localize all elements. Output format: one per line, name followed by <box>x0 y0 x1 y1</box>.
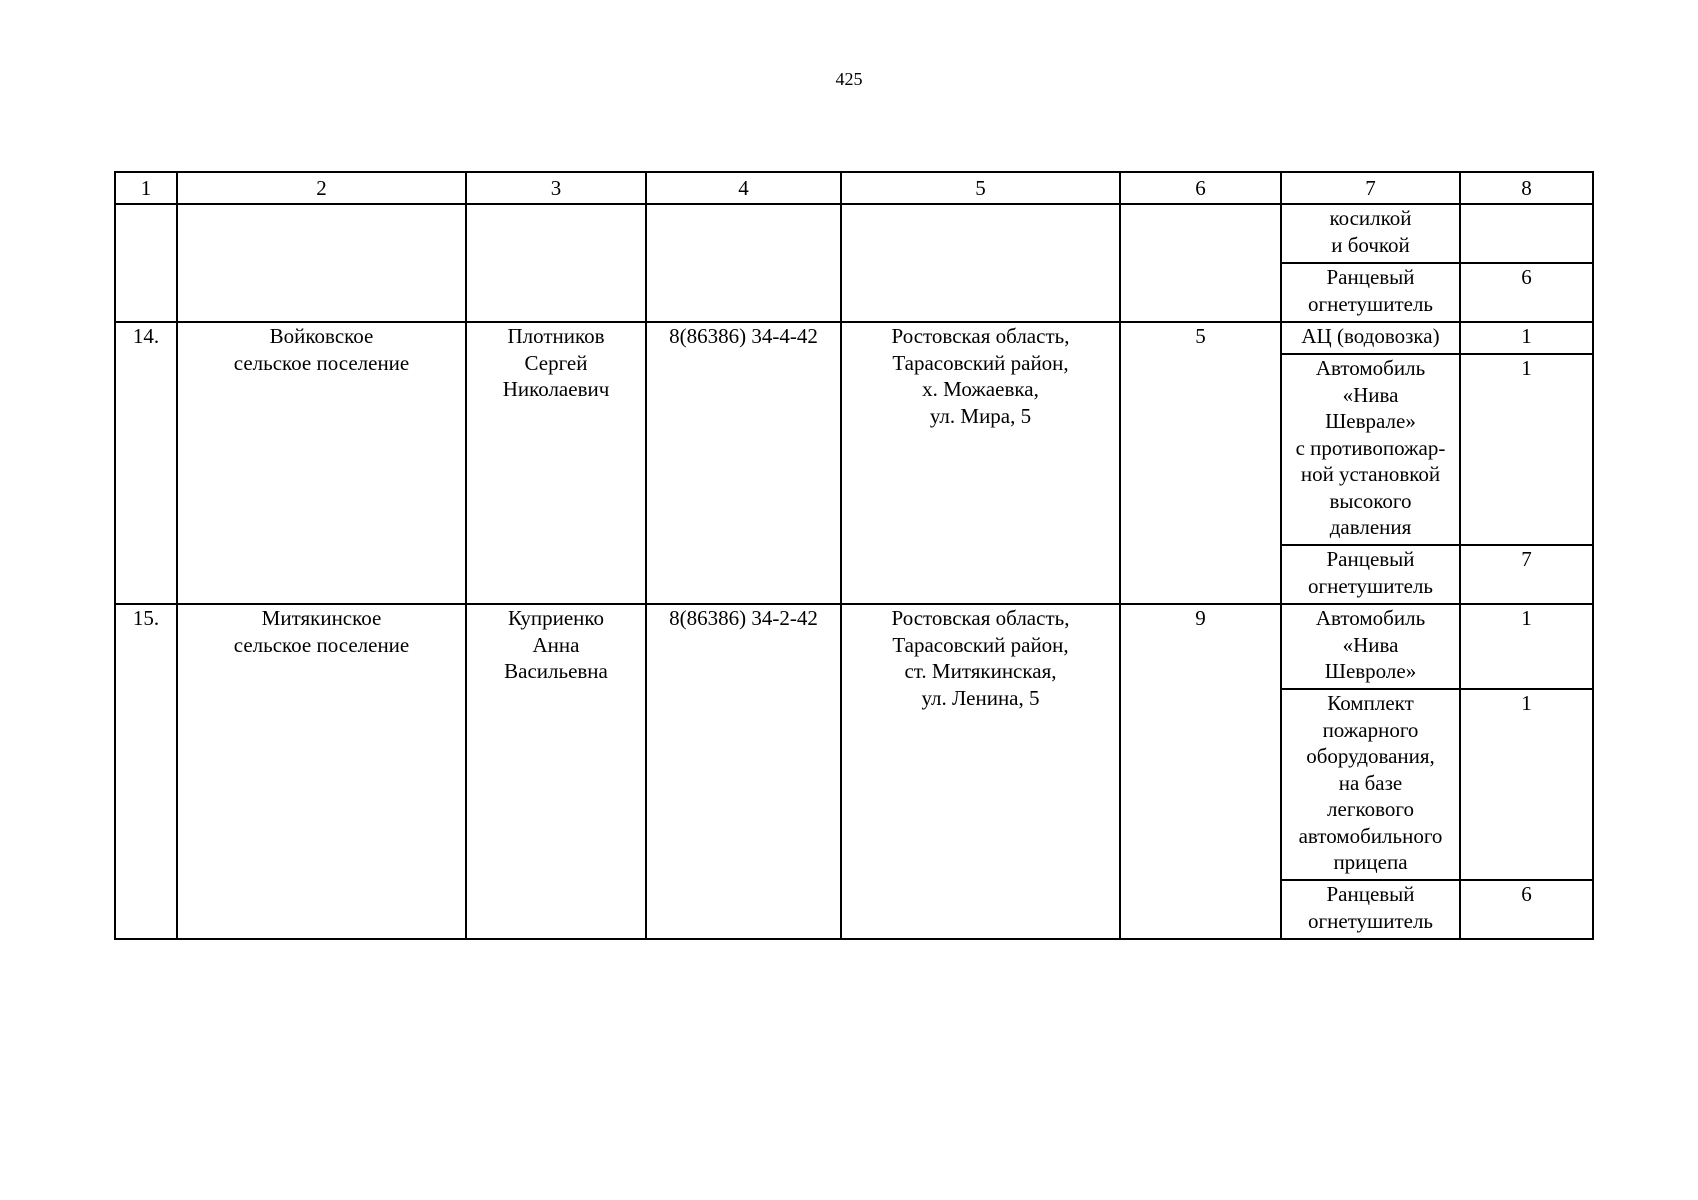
address: Ростовская область, Тарасовский район, ст. Митякинская, ул. Ленина, 5 <box>841 604 1120 939</box>
column-number: 3 <box>466 172 646 204</box>
equipment-quantity: 6 <box>1460 263 1593 322</box>
equipment-quantity: 6 <box>1460 880 1593 939</box>
count: 9 <box>1120 604 1281 939</box>
column-number: 1 <box>115 172 177 204</box>
count: 5 <box>1120 322 1281 604</box>
equipment-quantity: 1 <box>1460 322 1593 354</box>
phone-number: 8(86386) 34-4-42 <box>646 322 841 604</box>
settlement-name: Войковское сельское поселение <box>177 322 466 604</box>
empty-cell <box>646 204 841 322</box>
row-number: 14. <box>115 322 177 604</box>
equipment-name: Ранцевый огнетушитель <box>1281 880 1460 939</box>
column-number: 6 <box>1120 172 1281 204</box>
column-number: 7 <box>1281 172 1460 204</box>
phone-number: 8(86386) 34-2-42 <box>646 604 841 939</box>
address: Ростовская область, Тарасовский район, х. Можаевка, ул. Мира, 5 <box>841 322 1120 604</box>
column-numbers-row <box>115 172 1593 204</box>
table-row <box>115 604 1593 689</box>
equipment-name: Автомобиль «Нива Шеврале» с противопожар- ной установкой высокого давления <box>1281 354 1460 545</box>
equipment-table <box>114 171 1594 940</box>
table-row <box>115 204 1593 263</box>
empty-cell <box>466 204 646 322</box>
empty-cell <box>1120 204 1281 322</box>
responsible-person: Куприенко Анна Васильевна <box>466 604 646 939</box>
equipment-name: АЦ (водовозка) <box>1281 322 1460 354</box>
table-row <box>115 322 1593 354</box>
settlement-name: Митякинское сельское поселение <box>177 604 466 939</box>
page-number: 425 <box>835 69 863 89</box>
column-number: 4 <box>646 172 841 204</box>
equipment-name: Ранцевый огнетушитель <box>1281 263 1460 322</box>
column-number: 2 <box>177 172 466 204</box>
empty-cell <box>115 204 177 322</box>
equipment-name: Ранцевый огнетушитель <box>1281 545 1460 604</box>
equipment-quantity: 1 <box>1460 689 1593 880</box>
column-number: 8 <box>1460 172 1593 204</box>
equipment-quantity <box>1460 204 1593 263</box>
equipment-quantity: 7 <box>1460 545 1593 604</box>
equipment-quantity: 1 <box>1460 604 1593 689</box>
row-number: 15. <box>115 604 177 939</box>
column-number: 5 <box>841 172 1120 204</box>
equipment-name: косилкой и бочкой <box>1281 204 1460 263</box>
empty-cell <box>841 204 1120 322</box>
equipment-name: Комплект пожарного оборудования, на базе легкового автомобильного прицепа <box>1281 689 1460 880</box>
equipment-quantity: 1 <box>1460 354 1593 545</box>
responsible-person: Плотников Сергей Николаевич <box>466 322 646 604</box>
equipment-name: Автомобиль «Нива Шевроле» <box>1281 604 1460 689</box>
empty-cell <box>177 204 466 322</box>
